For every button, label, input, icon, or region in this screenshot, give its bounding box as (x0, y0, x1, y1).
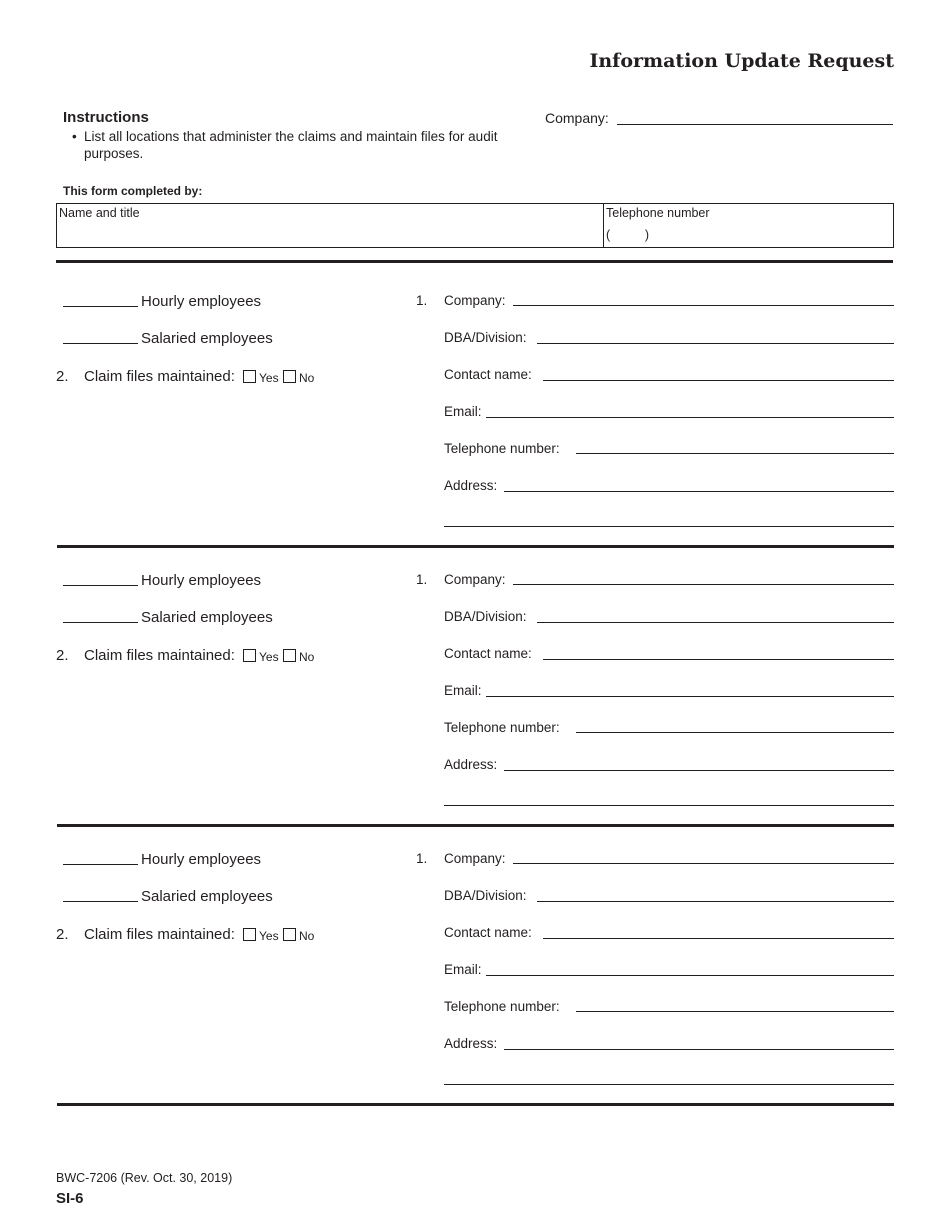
salaried-count-field[interactable] (63, 343, 138, 344)
header-company-field[interactable] (617, 124, 893, 125)
address-field[interactable] (504, 491, 894, 492)
claim-number: 2. (56, 647, 69, 664)
header-company-label: Company: (545, 110, 609, 126)
section-divider (57, 1103, 894, 1106)
dba-label: DBA/Division: (444, 888, 527, 903)
claim-files-label: Claim files maintained: (84, 926, 235, 943)
hourly-count-field[interactable] (63, 585, 138, 586)
company-field[interactable] (513, 584, 894, 585)
telephone-label: Telephone number: (444, 720, 560, 735)
form-title: Information Update Request (589, 50, 894, 72)
contact-field[interactable] (543, 380, 894, 381)
company-number: 1. (416, 293, 428, 308)
yes-label: Yes (259, 371, 279, 385)
company-number: 1. (416, 851, 428, 866)
instructions-bullet (72, 128, 502, 162)
instructions-text: List all locations that administer the claims and maintain files for audit purposes. (84, 129, 498, 161)
yes-checkbox[interactable] (243, 649, 256, 662)
claim-number: 2. (56, 368, 69, 385)
telephone-field[interactable] (576, 1011, 894, 1012)
hourly-label: Hourly employees (141, 293, 262, 310)
yes-checkbox[interactable] (243, 928, 256, 941)
contact-label: Contact name: (444, 646, 532, 661)
salaried-count-field[interactable] (63, 622, 138, 623)
telephone-field[interactable] (576, 453, 894, 454)
no-checkbox[interactable] (283, 370, 296, 383)
contact-field[interactable] (543, 938, 894, 939)
salaried-count-field[interactable] (63, 901, 138, 902)
claim-number: 2. (56, 926, 69, 943)
salaried-label: Salaried employees (141, 330, 273, 347)
no-checkbox[interactable] (283, 928, 296, 941)
yes-checkbox[interactable] (243, 370, 256, 383)
address-label: Address: (444, 1036, 498, 1051)
hourly-count-field[interactable] (63, 864, 138, 865)
dba-label: DBA/Division: (444, 330, 527, 345)
top-divider (56, 260, 893, 263)
no-label: No (299, 371, 315, 385)
address-field[interactable] (504, 1049, 894, 1050)
email-label: Email: (444, 962, 482, 977)
dba-field[interactable] (537, 622, 894, 623)
location-section-3 (0, 826, 950, 1106)
no-label: No (299, 929, 315, 943)
address-label: Address: (444, 478, 498, 493)
company-field[interactable] (513, 305, 894, 306)
location-section-2 (0, 547, 950, 827)
claim-files-label: Claim files maintained: (84, 647, 235, 664)
telephone-label: Telephone number (606, 206, 710, 220)
bullet-icon: • (72, 129, 77, 144)
address-field-line-2[interactable] (444, 805, 894, 806)
contact-field[interactable] (543, 659, 894, 660)
form-id: SI-6 (56, 1190, 84, 1207)
email-field[interactable] (486, 696, 894, 697)
email-field[interactable] (486, 417, 894, 418)
no-checkbox[interactable] (283, 649, 296, 662)
hourly-label: Hourly employees (141, 851, 262, 868)
yes-label: Yes (259, 929, 279, 943)
telephone-field[interactable]: ( ) (606, 228, 650, 242)
address-label: Address: (444, 757, 498, 772)
dba-field[interactable] (537, 343, 894, 344)
dba-label: DBA/Division: (444, 609, 527, 624)
salaried-label: Salaried employees (141, 609, 273, 626)
email-field[interactable] (486, 975, 894, 976)
hourly-label: Hourly employees (141, 572, 262, 589)
company-field[interactable] (513, 863, 894, 864)
form-code: BWC-7206 (Rev. Oct. 30, 2019) (56, 1171, 233, 1185)
contact-label: Contact name: (444, 367, 532, 382)
telephone-label: Telephone number: (444, 999, 560, 1014)
contact-label: Contact name: (444, 925, 532, 940)
dba-field[interactable] (537, 901, 894, 902)
email-label: Email: (444, 404, 482, 419)
company-label: Company: (444, 293, 506, 308)
address-field[interactable] (504, 770, 894, 771)
no-label: No (299, 650, 315, 664)
yes-label: Yes (259, 650, 279, 664)
address-field-line-2[interactable] (444, 1084, 894, 1085)
salaried-label: Salaried employees (141, 888, 273, 905)
completed-by-label: This form completed by: (63, 184, 203, 198)
name-title-label: Name and title (59, 206, 140, 220)
completed-by-box (56, 203, 894, 248)
telephone-label: Telephone number: (444, 441, 560, 456)
location-section-1 (0, 268, 950, 548)
hourly-count-field[interactable] (63, 306, 138, 307)
completed-by-divider (603, 203, 604, 248)
company-number: 1. (416, 572, 428, 587)
email-label: Email: (444, 683, 482, 698)
company-label: Company: (444, 572, 506, 587)
instructions-heading: Instructions (63, 109, 149, 126)
telephone-field[interactable] (576, 732, 894, 733)
company-label: Company: (444, 851, 506, 866)
address-field-line-2[interactable] (444, 526, 894, 527)
claim-files-label: Claim files maintained: (84, 368, 235, 385)
